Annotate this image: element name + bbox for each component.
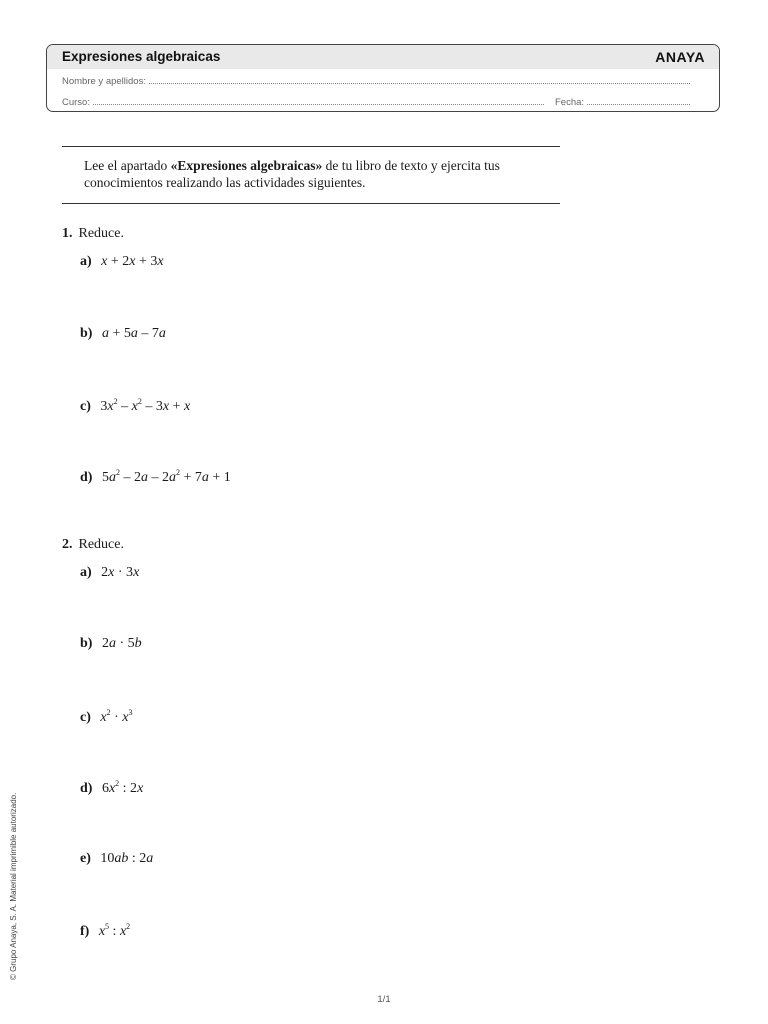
question-number: 2. [62,537,73,552]
intro-bottom-rule [62,203,560,204]
exercise-1d [80,468,231,486]
exercise-2e [80,851,153,867]
exercise-2c [80,708,133,726]
course-field[interactable] [62,96,544,108]
expression: x + 2x + 3x [101,254,164,269]
exercise-2d [80,779,143,797]
exercise-label: a) [80,254,92,269]
exercise-label: b) [80,636,93,651]
question-number: 1. [62,226,73,241]
exercise-2f [80,922,130,940]
exercise-label: a) [80,565,92,580]
exercise-label: d) [80,781,93,796]
exercise-label: c) [80,399,91,414]
header-title-bar [47,45,719,69]
question-text: Reduce. [78,537,124,552]
name-field[interactable] [62,75,690,87]
worksheet-title: Expresiones algebraicas [62,49,221,64]
expression: $3x^2 - x^2 - 3x + x$ [100,397,191,414]
exercise-2b [80,636,142,652]
question-1-title [62,226,124,242]
exercise-2a [80,565,139,581]
name-label: Nombre y apellidos: [62,76,146,87]
expression: $x^2 \cdot x^3$ [100,708,133,725]
question-text: Reduce. [78,226,124,241]
expression: 10ab : 2a [100,851,154,866]
exercise-1c [80,397,190,415]
date-dotted-line[interactable] [587,96,690,105]
exercise-label: b) [80,326,93,341]
question-2-title [62,537,124,553]
expression: 2a · 5b [101,636,142,651]
exercise-label: d) [80,470,93,485]
exercise-1a [80,254,164,270]
course-label: Curso: [62,97,90,108]
expression: a + 5a – 7a [101,326,166,341]
date-label: Fecha: [555,97,585,108]
course-dotted-line[interactable] [93,96,544,105]
worksheet-header [46,44,720,112]
exercise-label: c) [80,710,91,725]
page-number: 1/1 [377,994,391,1005]
expression: $5a^2 - 2a - 2a^2 + 7a + 1$ [101,468,231,485]
expression: $x^5$ : $x^2$ [98,922,131,939]
date-field[interactable] [555,96,690,108]
exercise-1b [80,326,166,342]
intro-top-rule [62,146,560,147]
expression: $6x^2$ : 2x [101,779,144,796]
intro-before: Lee el apartado [84,158,171,173]
intro-bold: «Expresiones algebraicas» [170,158,323,173]
copyright-notice: © Grupo Anaya, S. A. Material imprimible autorizado. [9,792,18,980]
publisher-logo: ANAYA [655,49,705,65]
name-dotted-line[interactable] [149,75,690,84]
intro-after: de tu libro de texto y ejercita tus conocimientos realizando las actividades siguientes. [84,158,500,190]
intro-text [84,157,554,191]
exercise-label: e) [80,851,91,866]
exercise-label: f) [80,924,90,939]
expression: 2x · 3x [101,565,140,580]
